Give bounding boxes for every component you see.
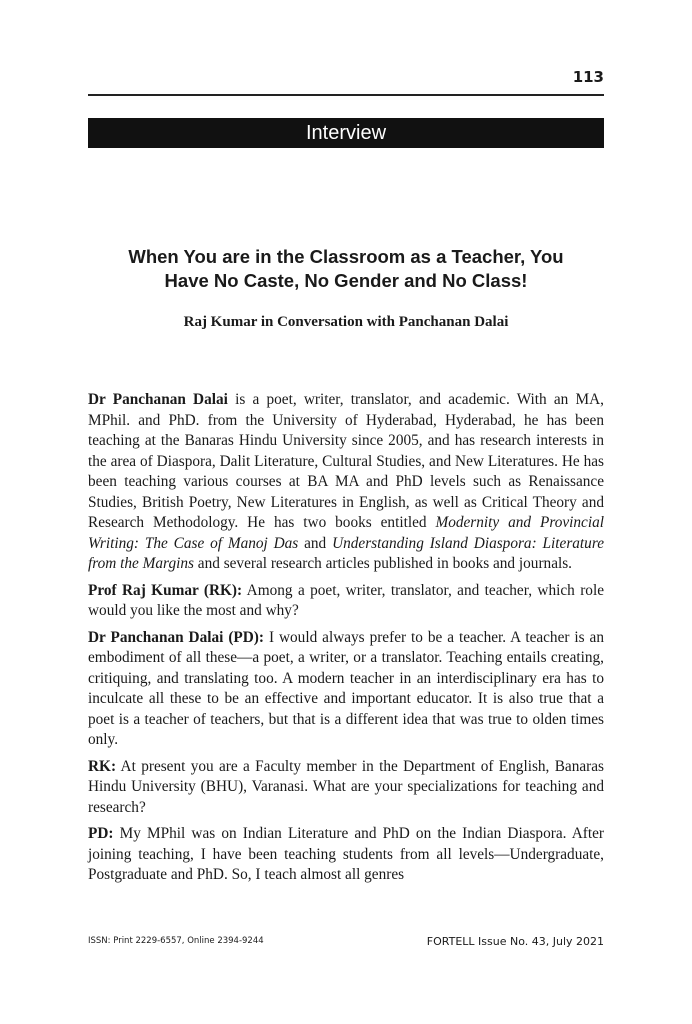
- question-1-text: Among a poet, writer, translator, and teacher, which role would you like the most and why?: [88, 581, 604, 619]
- intro-name: Dr Panchanan Dalai: [88, 391, 228, 408]
- question-1-speaker: Prof Raj Kumar (RK):: [88, 581, 243, 599]
- footer-issn: ISSN: Print 2229-6557, Online 2394-9244: [88, 936, 264, 946]
- article-body: [88, 390, 604, 892]
- article-title: [88, 245, 604, 293]
- title-line-2: Have No Caste, No Gender and No Class!: [164, 270, 528, 291]
- page-number: 113: [572, 68, 604, 86]
- question-2: [88, 757, 604, 819]
- intro-text-1: is a poet, writer, translator, and academic. With an MA, MPhil. and PhD. from the University of Hyderabad, Hyderabad, he has been teaching at the Banaras Hindu University since 2005, and has research interests in the area of Diaspora, Dalit Literature, Cultural Studies, and New Literatures. He has been teaching various courses at BA MA and PhD levels such as Renaissance Studies, British Poetry, New Literatures in English, as well as Critical Theory and Research Methodology. He has two books entitled: [88, 391, 604, 531]
- answer-1-speaker: Dr Panchanan Dalai (PD):: [88, 628, 264, 646]
- book-title-2: Understanding Island Diaspora: Literature from the Margins: [88, 534, 604, 572]
- answer-2-speaker: PD:: [88, 825, 114, 842]
- question-1: [88, 581, 604, 622]
- answer-2-text: My MPhil was on Indian Literature and PhD on the Indian Diaspora. After joining teaching, I have been teaching students from all levels—Undergraduate, Postgraduate and PhD. So, I teach almost all genres: [88, 825, 604, 883]
- header-rule: [88, 94, 604, 96]
- section-banner: Interview: [88, 118, 604, 148]
- intro-text-2: and: [298, 534, 333, 552]
- title-line-1: When You are in the Classroom as a Teacher, You: [128, 246, 564, 267]
- answer-1-text: I would always prefer to be a teacher. A teacher is an embodiment of all these—a poet, a writer, or a translator. Teaching entails creating, critiquing, and translating too. A modern teacher in an interdisciplinary era has to inculcate all these to be an effective and important educator. It is also true that a poet is a teacher of teachers, but that is a different idea that was true to olden times only.: [88, 628, 604, 748]
- question-2-text: At present you are a Faculty member in the Department of English, Banaras Hindu University (BHU), Varanasi. What are your specializations for teaching and research?: [88, 757, 604, 816]
- byline: Raj Kumar in Conversation with Panchanan Dalai: [183, 314, 509, 330]
- intro-text-3: and several research articles published in books and journals.: [193, 555, 573, 572]
- answer-1: [88, 628, 604, 751]
- question-2-speaker: RK:: [88, 757, 117, 775]
- answer-2: [88, 824, 604, 886]
- book-title-1: Modernity and Provincial Writing: The Case of Manoj Das: [88, 514, 604, 552]
- footer-issue: FORTELL Issue No. 43, July 2021: [426, 935, 604, 948]
- intro-paragraph: [88, 390, 604, 575]
